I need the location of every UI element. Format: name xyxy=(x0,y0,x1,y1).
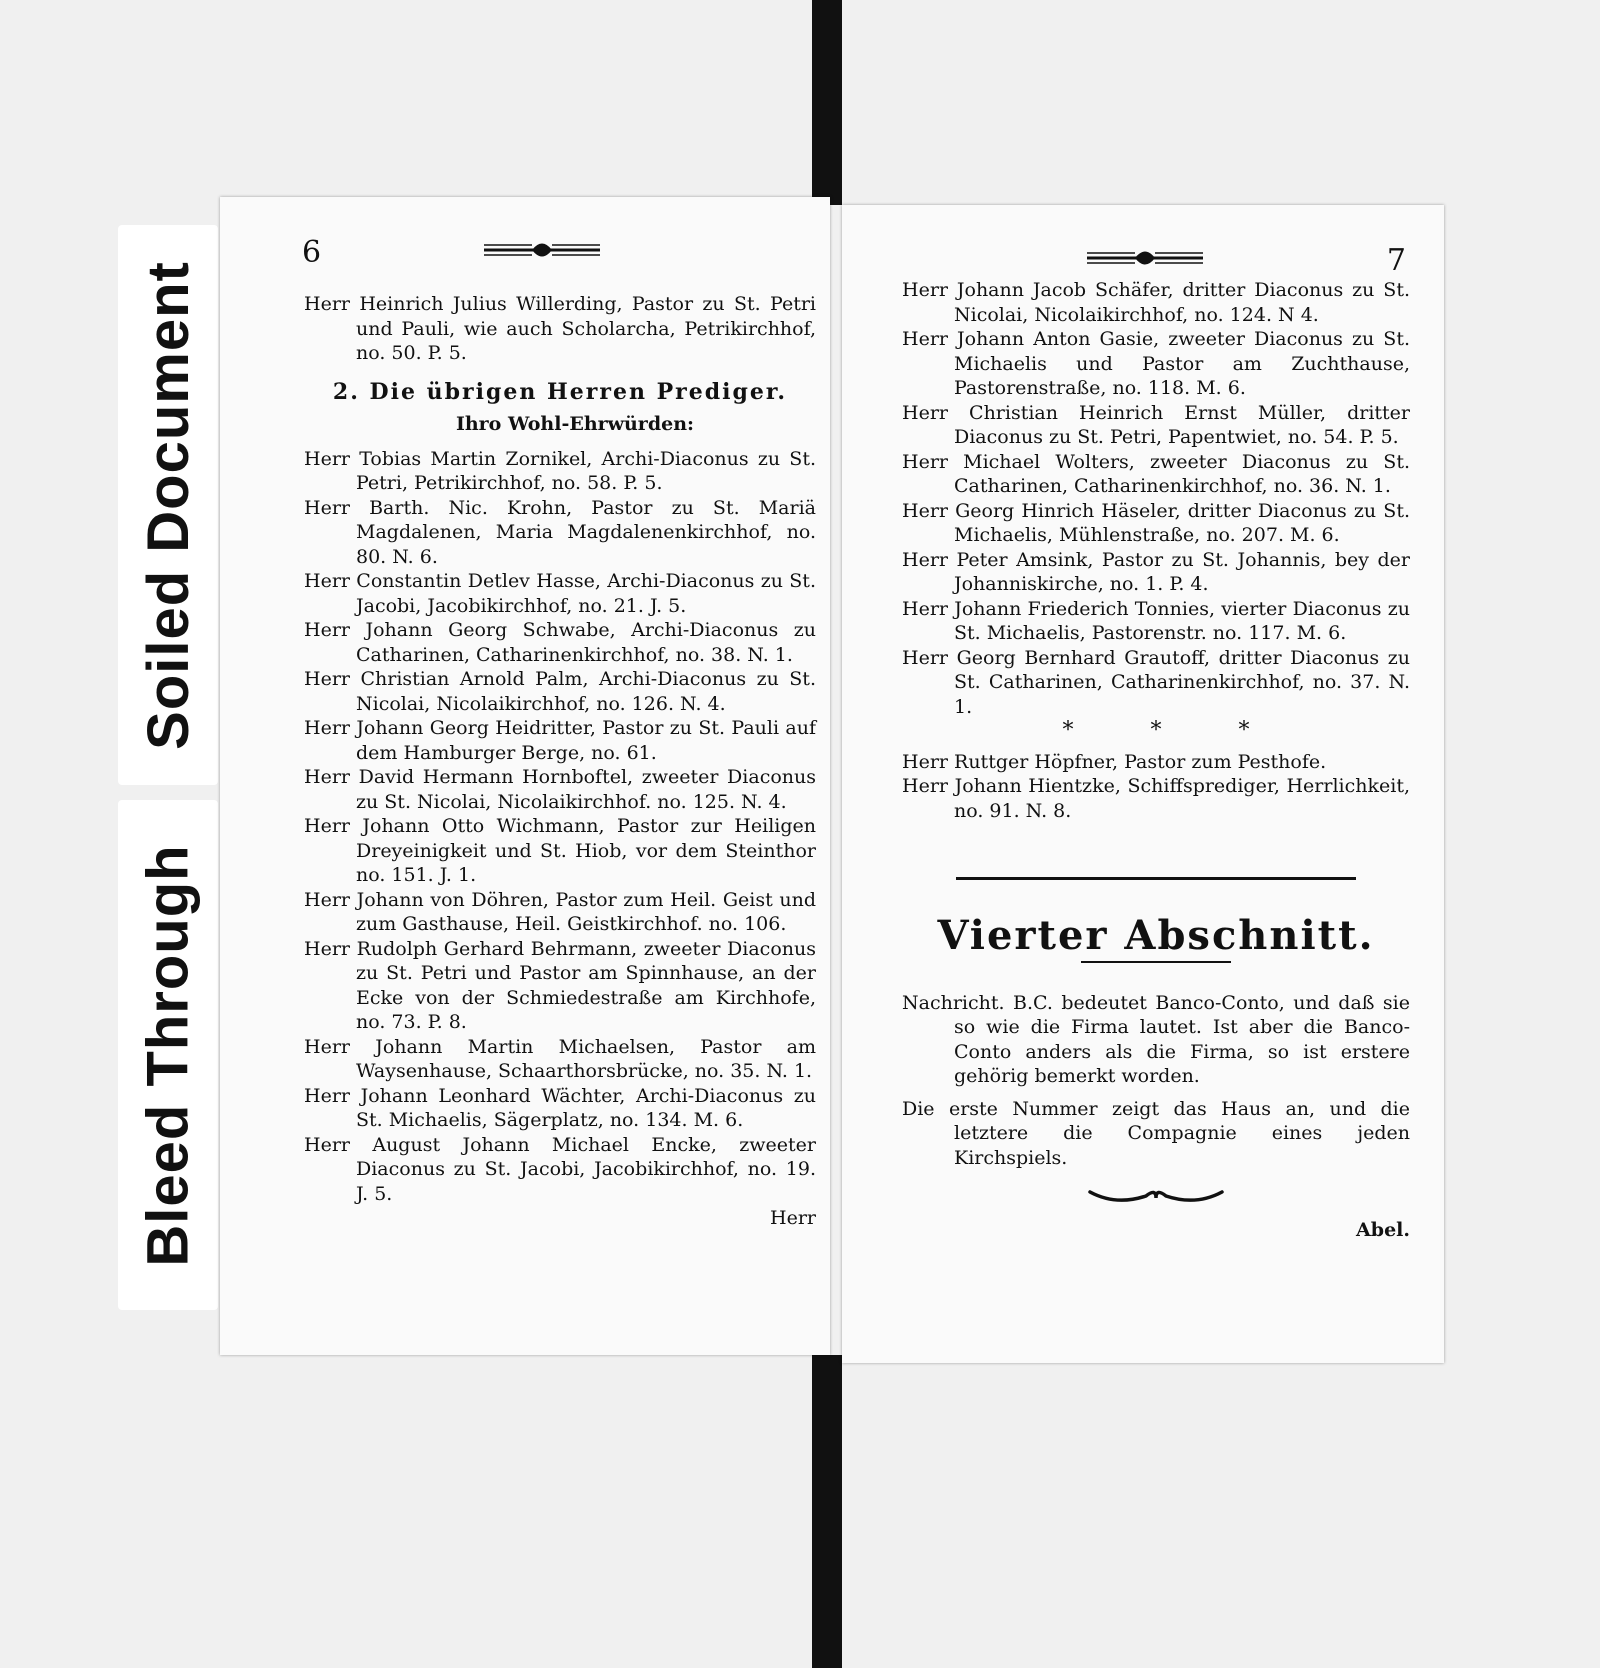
entry: Herr Peter Amsink, Pastor zu St. Johannis, bey der Johanniskirche, no. 1. P. 4. xyxy=(902,548,1410,595)
entry: Herr Johann Jacob Schäfer, dritter Diaconus zu St. Nicolai, Nicolaikirchhof, no. 124. N 4. xyxy=(902,279,1410,326)
left-page xyxy=(220,197,830,1355)
ornament-icon xyxy=(482,237,602,263)
soiled-document-label: Soiled Document xyxy=(118,225,218,785)
heading-underline xyxy=(1081,961,1231,963)
entry: Herr Ruttger Höpfner, Pastor zum Pesthofe. xyxy=(902,750,1327,773)
entry: Herr August Johann Michael Encke, zweeter Diaconus zu St. Jacobi, Jacobikirchhof, no. 19. J. 5. xyxy=(304,1133,816,1205)
entry: Herr Christian Arnold Palm, Archi-Diaconus zu St. Nicolai, Nicolaikirchhof, no. 126. N. 4. xyxy=(304,668,816,715)
bleed-through-label: Bleed Through xyxy=(118,800,218,1310)
section-title: 2. Die übrigen Herren Prediger. xyxy=(332,378,788,405)
entry: Herr Johann Otto Wichmann, Pastor zur Heiligen Dreyeinigkeit und St. Hiob, vor dem Steinthor no. 151. J. 1. xyxy=(304,815,816,886)
entry: Herr Johann Anton Gasie, zweeter Diaconus zu St. Michaelis und Pastor am Zuchthause, Pastorenstraße, no. 118. M. 6. xyxy=(902,328,1410,399)
entry: Herr Johann Leonhard Wächter, Archi-Diaconus zu St. Michaelis, Sägerplatz, no. 134. M. 6. xyxy=(304,1084,816,1131)
entry: Herr Georg Bernhard Grautoff, dritter Diaconus zu St. Catharinen, Catharinenkirchhof, no. 37. N. 1. xyxy=(902,646,1410,718)
entry: Herr Johann Georg Schwabe, Archi-Diaconus zu Catharinen, Catharinenkirchhof, no. 38. N. 1. xyxy=(304,619,816,666)
note-paragraph: Nachricht. B.C. bedeutet Banco-Conto, und daß sie so wie die Firma lautet. Ist aber die Banco-Conto anders als die Firma, so ist erstere gehörig bemerkt worden. xyxy=(902,991,1410,1087)
catchword: Herr xyxy=(770,1207,816,1229)
entry: Herr Georg Hinrich Häseler, dritter Diaconus zu St. Michaelis, Mühlenstraße, no. 207. M. 6. xyxy=(902,499,1410,546)
divider-rule xyxy=(956,877,1356,880)
entry: Herr Constantin Detlev Hasse, Archi-Diaconus zu St. Jacobi, Jacobikirchhof, no. 21. J. 5. xyxy=(304,570,816,617)
entry: Herr Tobias Martin Zornikel, Archi-Diaconus zu St. Petri, Petrikirchhof, no. 58. P. 5. xyxy=(304,447,816,494)
entry: Herr Johann Friederich Tonnies, vierter Diaconus zu St. Michaelis, Pastorenstr. no. 117. M. 6. xyxy=(902,597,1410,644)
entry: Herr Johann Hientzke, Schiffsprediger, Herrlichkeit, no. 91. N. 8. xyxy=(902,775,1410,822)
entry: Herr Johann Georg Heidritter, Pastor zu St. Pauli auf dem Hamburger Berge, no. 61. xyxy=(304,717,816,764)
entry: Herr Johann von Döhren, Pastor zum Heil. Geist und zum Gasthause, Heil. Geistkirchhof. no. 106. xyxy=(304,888,816,935)
flourish-icon xyxy=(1086,1184,1226,1208)
ornament-icon xyxy=(1085,245,1205,271)
entry: Herr Johann Martin Michaelsen, Pastor am Waysenhause, Schaarthorsbrücke, no. 35. N. 1. xyxy=(304,1035,816,1082)
entry: Herr David Hermann Hornboftel, zweeter Diaconus zu St. Nicolai, Nicolaikirchhof. no. 125. N. 4. xyxy=(304,766,816,813)
entry: Herr Michael Wolters, zweeter Diaconus zu St. Catharinen, Catharinenkirchhof, no. 36. N. 1. xyxy=(902,450,1410,497)
left-page-text xyxy=(304,292,816,1231)
asterism: * * * xyxy=(1062,718,1250,743)
entry: Herr Christian Heinrich Ernst Müller, dritter Diaconus zu St. Petri, Papentwiet, no. 54. P. 5. xyxy=(902,401,1410,448)
entry: Herr Heinrich Julius Willerding, Pastor zu St. Petri und Pauli, wie auch Scholarcha, Petrikirchhof, no. 50. P. 5. xyxy=(304,293,816,364)
book-spine-top xyxy=(812,0,842,205)
page-number: 7 xyxy=(1386,243,1406,278)
right-page xyxy=(842,205,1444,1363)
entry: Herr Barth. Nic. Krohn, Pastor zu St. Mariä Magdalenen, Maria Magdalenenkirchhof, no. 80. N. 6. xyxy=(304,496,816,568)
right-page-text xyxy=(902,278,1410,1243)
entry: Herr Rudolph Gerhard Behrmann, zweeter Diaconus zu St. Petri und Pastor am Spinnhause, an der Ecke von der Schmiedestraße am Kirchhofe, no. 73. P. 8. xyxy=(304,937,816,1033)
chapter-heading: Vierter Abschnitt. xyxy=(937,912,1375,959)
section-subtitle: Ihro Wohl-Ehrwürden: xyxy=(455,413,695,435)
book-spine-bottom xyxy=(812,1355,842,1668)
catchword: Abel. xyxy=(1356,1219,1410,1241)
note-paragraph: Die erste Nummer zeigt das Haus an, und die letztere die Compagnie eines jeden Kirchspiels. xyxy=(902,1097,1410,1169)
page-number: 6 xyxy=(302,235,322,270)
